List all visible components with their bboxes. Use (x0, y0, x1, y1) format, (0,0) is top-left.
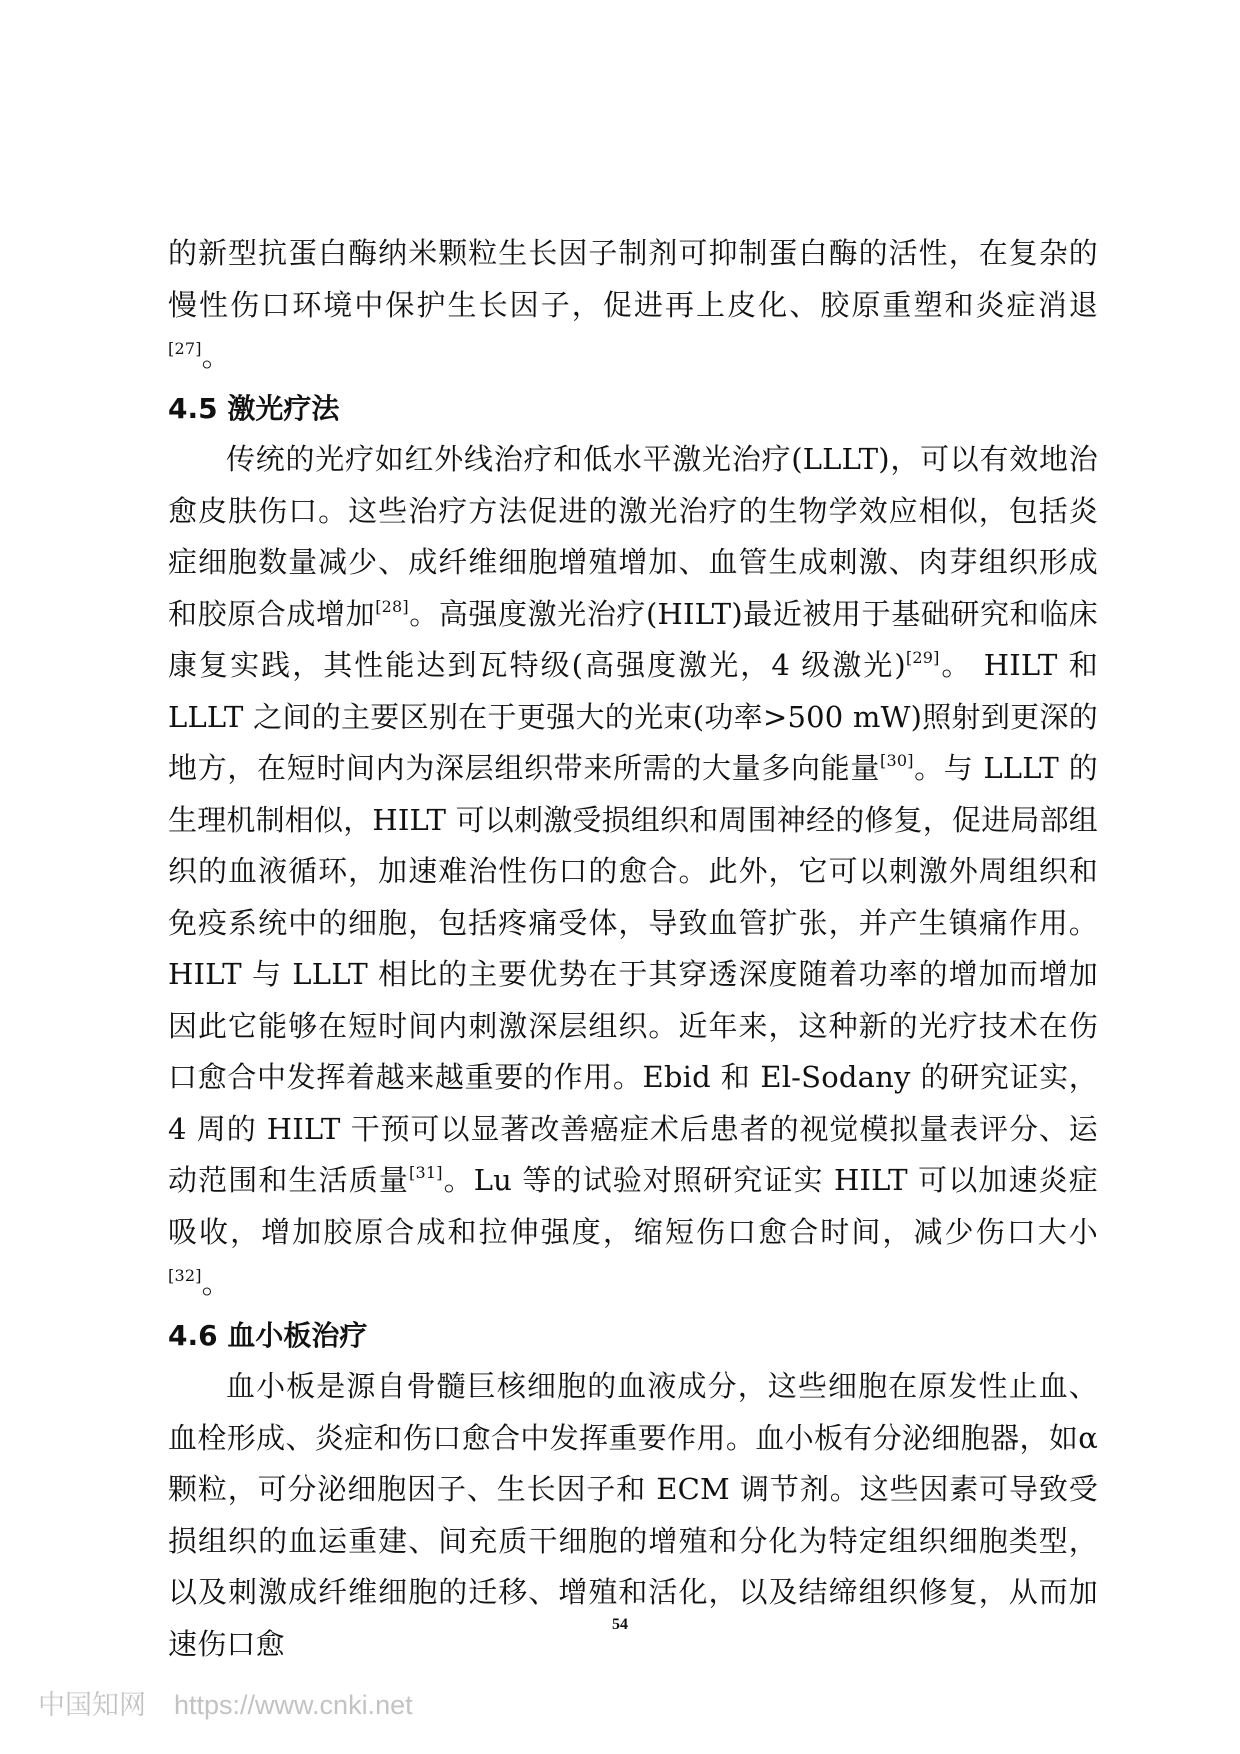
body-paragraph (168, 228, 1098, 383)
page-body (168, 228, 1098, 1670)
text-run: 。 HILT 和 LLLT 之间的主要区别在于更强大的光束(功率>500 mW)照射到更深的地方，在短时间内为深层组织带来所需的大量多向能量 (168, 648, 1098, 785)
citation-ref: [31] (409, 1163, 443, 1182)
watermark-brand: 中国知网 (38, 1690, 146, 1721)
body-paragraph (168, 434, 1098, 1310)
citation-ref: [32] (168, 1266, 202, 1285)
text-run: 。高强度激光治疗(HILT)最近被用于基础研究和临床康复实践，其性能达到瓦特级(高强度激光，4 级激光) (168, 596, 1098, 682)
section-heading (168, 1310, 1098, 1362)
section-heading (168, 383, 1098, 435)
text-run: 的新型抗蛋白酶纳米颗粒生长因子制剂可抑制蛋白酶的活性，在复杂的慢性伤口环境中保护生长因子，促进再上皮化、胶原重塑和炎症消退 (168, 236, 1098, 322)
watermark-url[interactable]: https://www.cnki.net (174, 1690, 413, 1720)
page-number: 54 (612, 1616, 628, 1633)
text-run: 4.6 血小板治疗 (168, 1318, 368, 1352)
citation-ref: [29] (905, 648, 940, 667)
text-run: 。 (201, 339, 231, 373)
text-run: 血小板是源自骨髓巨核细胞的血液成分，这些细胞在原发性止血、血栓形成、炎症和伤口愈合中发挥重要作用。血小板有分泌细胞器，如α颗粒，可分泌细胞因子、生长因子和 ECM 调节剂。这些因素可导致受损组织的血运重建、间充质干细胞的增殖和分化为特定组织细胞类型，以及刺激成纤维细胞的迁移、增殖和活化，以及结缔组织修复，从而加速伤口愈 (168, 1369, 1098, 1661)
text-run: 4.5 激光疗法 (168, 391, 340, 425)
text-run: 传统的光疗如红外线治疗和低水平激光治疗(LLLT)，可以有效地治愈皮肤伤口。这些治疗方法促进的激光治疗的生物学效应相似，包括炎症细胞数量减少、成纤维细胞增殖增加、血管生成刺激、肉芽组织形成和胶原合成增加 (168, 442, 1098, 631)
text-run: 。Lu 等的试验对照研究证实 HILT 可以加速炎症吸收，增加胶原合成和拉伸强度，缩短伤口愈合时间，减少伤口大小 (168, 1163, 1098, 1249)
cnki-watermark (38, 1683, 413, 1722)
text-run: 。 (201, 1266, 231, 1300)
citation-ref: [30] (880, 751, 914, 770)
citation-ref: [28] (375, 596, 409, 616)
text-run: 。与 LLLT 的生理机制相似，HILT 可以刺激受损组织和周围神经的修复，促进局部组织的血液循环，加速难治性伤口的愈合。此外，它可以刺激外周组织和免疫系统中的细胞，包括疼痛受体，导致血管扩张，并产生镇痛作用。HILT 与 LLLT 相比的主要优势在于其穿透深度随着功率的增加而增加因此它能够在短时间内刺激深层组织。近年来，这种新的光疗技术在伤口愈合中发挥着越来越重要的作用。Ebid 和 El-Sodany 的研究证实，4 周的 HILT 干预可以显著改善癌症术后患者的视觉模拟量表评分、运动范围和生活质量 (168, 751, 1099, 1197)
citation-ref: [27] (168, 339, 202, 358)
